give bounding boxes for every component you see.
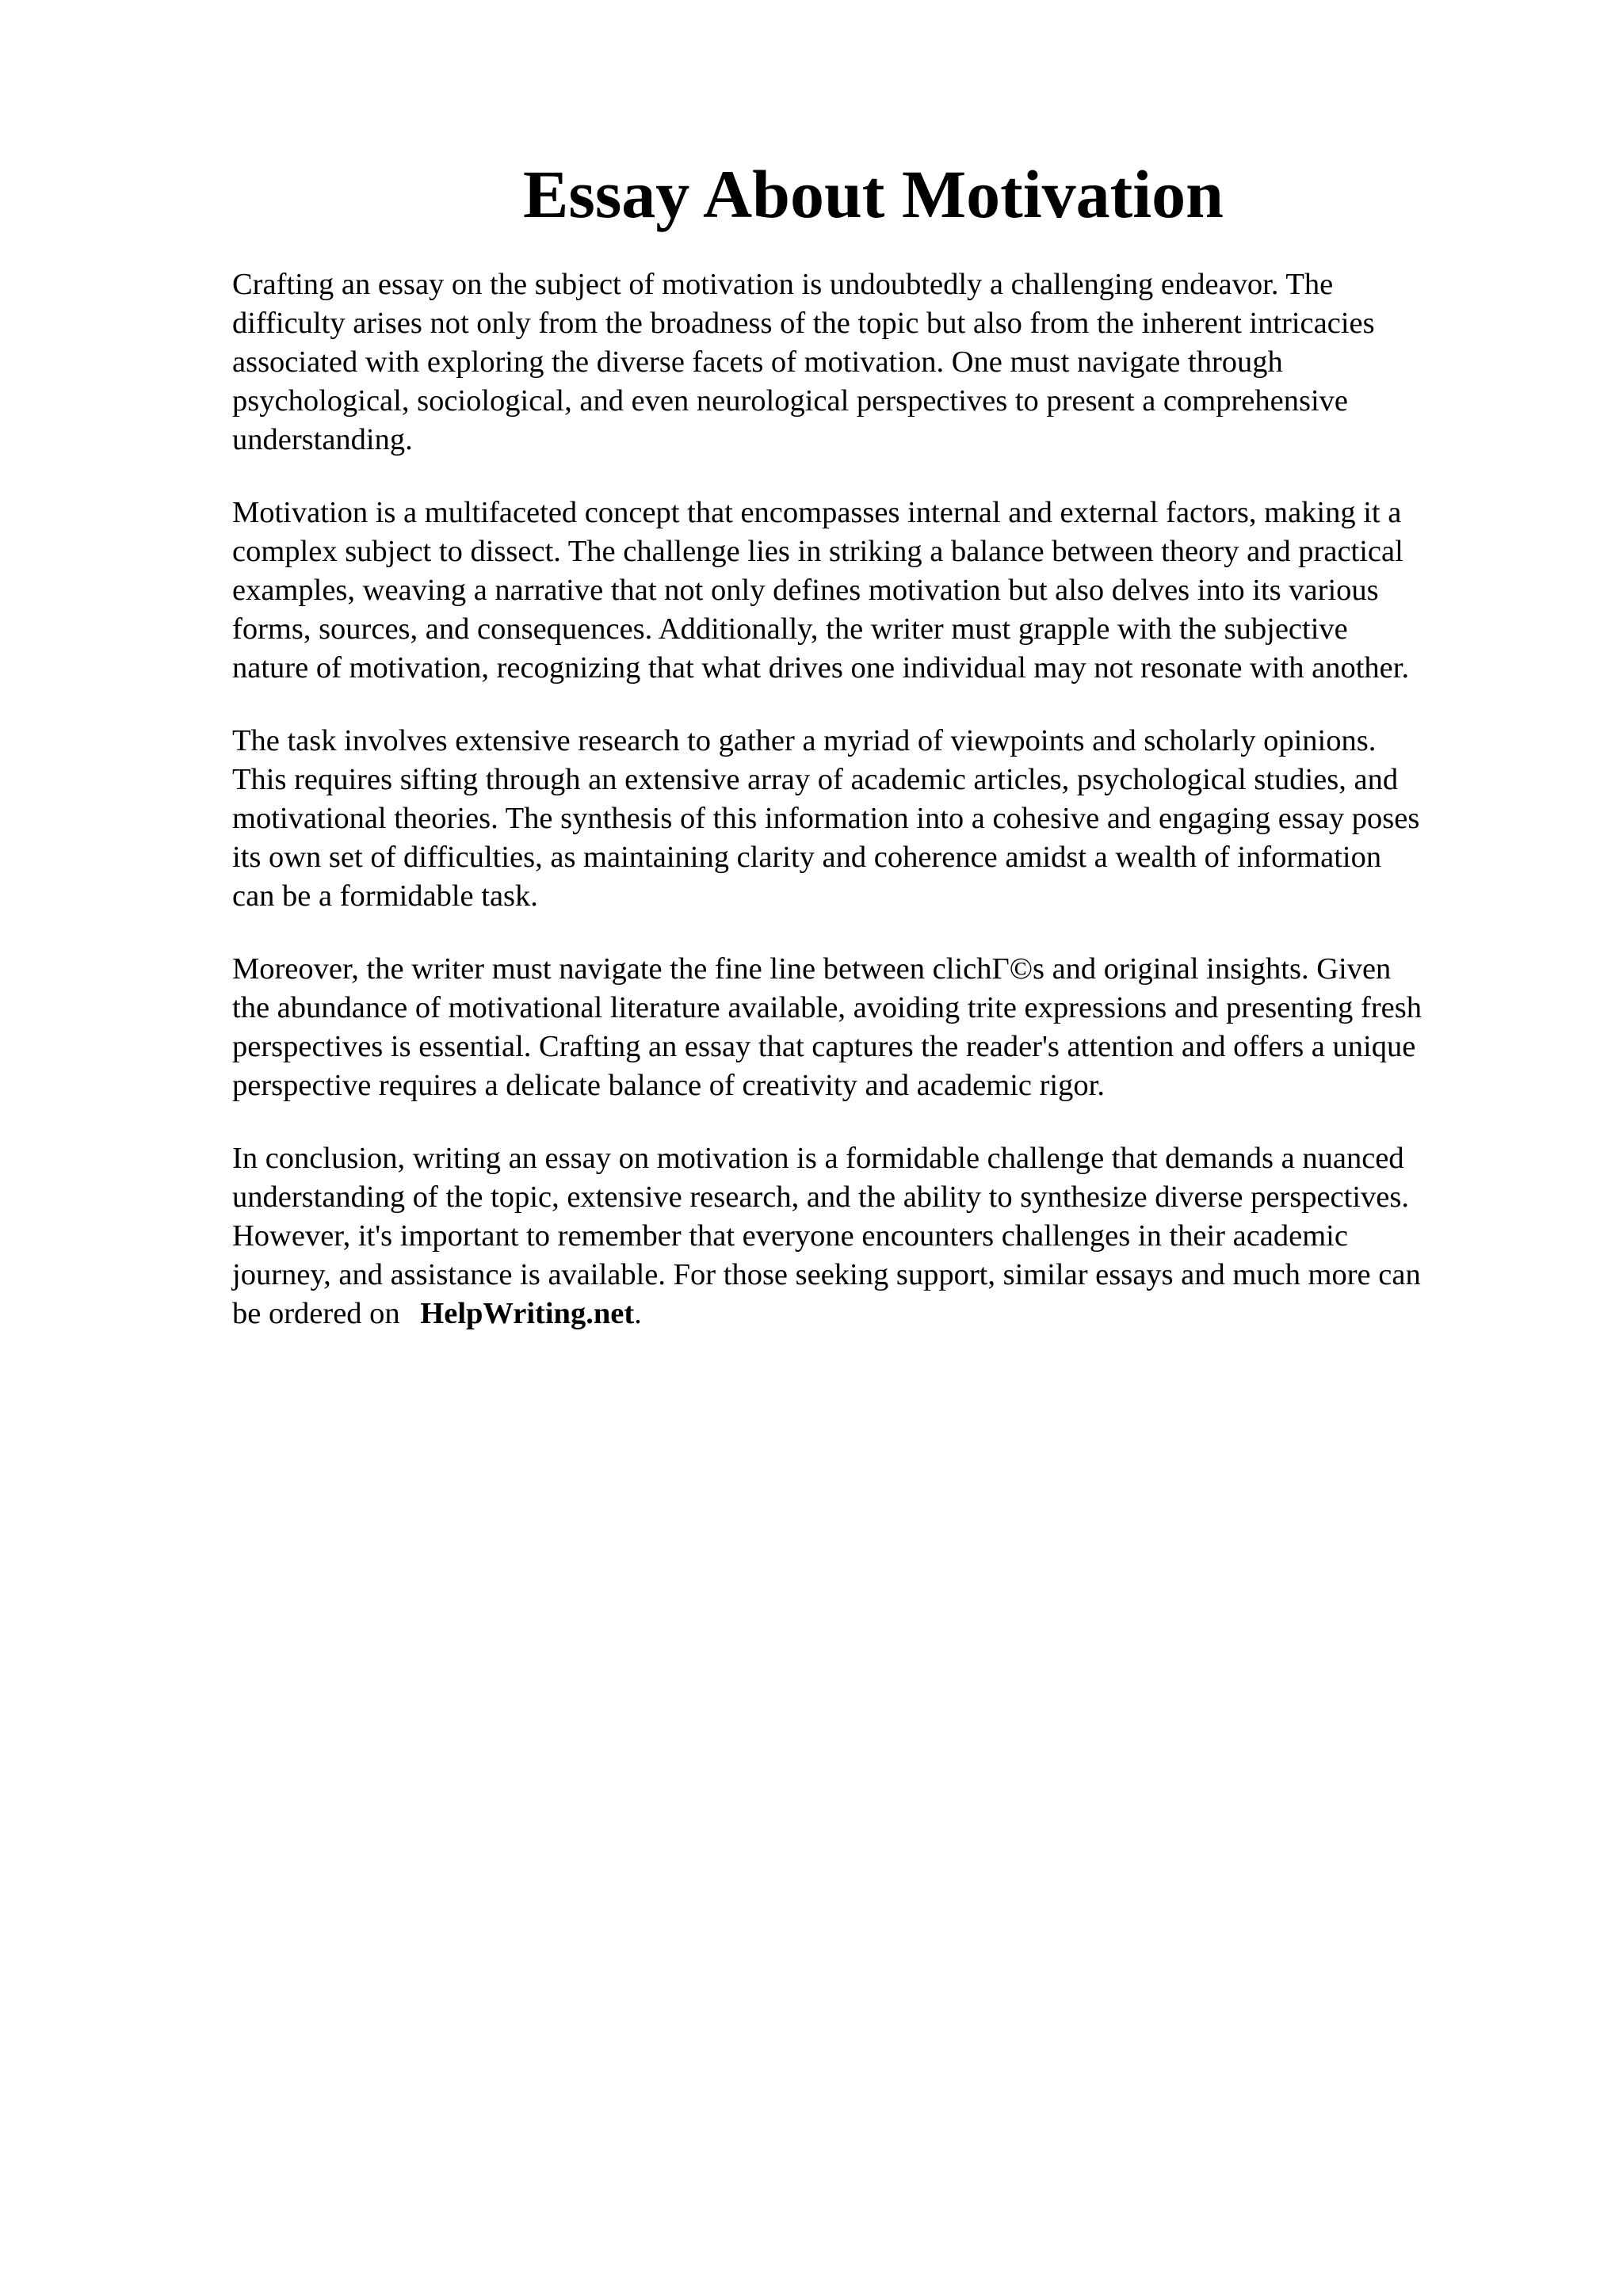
document-body xyxy=(232,265,1532,1367)
text-line: psychological, sociological, and even neurological perspectives to present a comprehensive xyxy=(232,384,1348,418)
text-line: Moreover, the writer must navigate the fine line between clichΓ©s and original insights. Given xyxy=(232,952,1392,986)
text-line: understanding of the topic, extensive research, and the ability to synthesize diverse perspectives. xyxy=(232,1180,1409,1214)
paragraph-5 xyxy=(232,1139,1532,1333)
text-line: However, it's important to remember that everyone encounters challenges in their academic xyxy=(232,1219,1348,1253)
text-line: Crafting an essay on the subject of motivation is undoubtedly a challenging endeavor. The xyxy=(232,268,1334,301)
text-line: perspective requires a delicate balance of creativity and academic rigor. xyxy=(232,1069,1105,1102)
closing-line xyxy=(232,1295,1532,1333)
text-line: understanding. xyxy=(232,423,413,456)
text-line: journey, and assistance is available. For those seeking support, similar essays and much more can xyxy=(232,1258,1421,1291)
text-line: the abundance of motivational literature available, avoiding trite expressions and presenting fresh xyxy=(232,991,1422,1024)
text-line: its own set of difficulties, as maintaining clarity and coherence amidst a wealth of information xyxy=(232,841,1382,874)
text-line: associated with exploring the diverse facets of motivation. One must navigate through xyxy=(232,345,1283,379)
paragraph-1 xyxy=(232,265,1532,460)
text-line: Motivation is a multifaceted concept that encompasses internal and external factors, making it a xyxy=(232,496,1402,529)
text-line: nature of motivation, recognizing that what drives one individual may not resonate with another. xyxy=(232,651,1410,685)
text-line: examples, weaving a narrative that not only defines motivation but also delves into its various xyxy=(232,574,1379,607)
paragraph-4 xyxy=(232,950,1532,1105)
text-line: forms, sources, and consequences. Additionally, the writer must grapple with the subjective xyxy=(232,612,1348,646)
text-line: difficulty arises not only from the broadness of the topic but also from the inherent intricacies xyxy=(232,307,1375,340)
text-line: In conclusion, writing an essay on motivation is a formidable challenge that demands a nuanced xyxy=(232,1142,1404,1175)
text-line: can be a formidable task. xyxy=(232,879,538,913)
paragraph-2 xyxy=(232,494,1532,688)
helpwriting-link[interactable]: HelpWriting.net xyxy=(420,1297,635,1330)
text-line: perspectives is essential. Crafting an essay that captures the reader's attention and offers a unique xyxy=(232,1030,1416,1063)
paragraph-3 xyxy=(232,722,1532,916)
text-line: The task involves extensive research to gather a myriad of viewpoints and scholarly opinions. xyxy=(232,724,1377,757)
text-line: complex subject to dissect. The challenge lies in striking a balance between theory and practical xyxy=(232,535,1403,568)
document-title: Essay About Motivation xyxy=(522,156,1224,232)
text-line: motivational theories. The synthesis of this information into a cohesive and engaging essay poses xyxy=(232,802,1420,835)
text-line: This requires sifting through an extensive array of academic articles, psychological studies, and xyxy=(232,763,1399,796)
closing-prefix: be ordered on xyxy=(232,1297,400,1330)
closing-suffix: . xyxy=(634,1297,642,1330)
